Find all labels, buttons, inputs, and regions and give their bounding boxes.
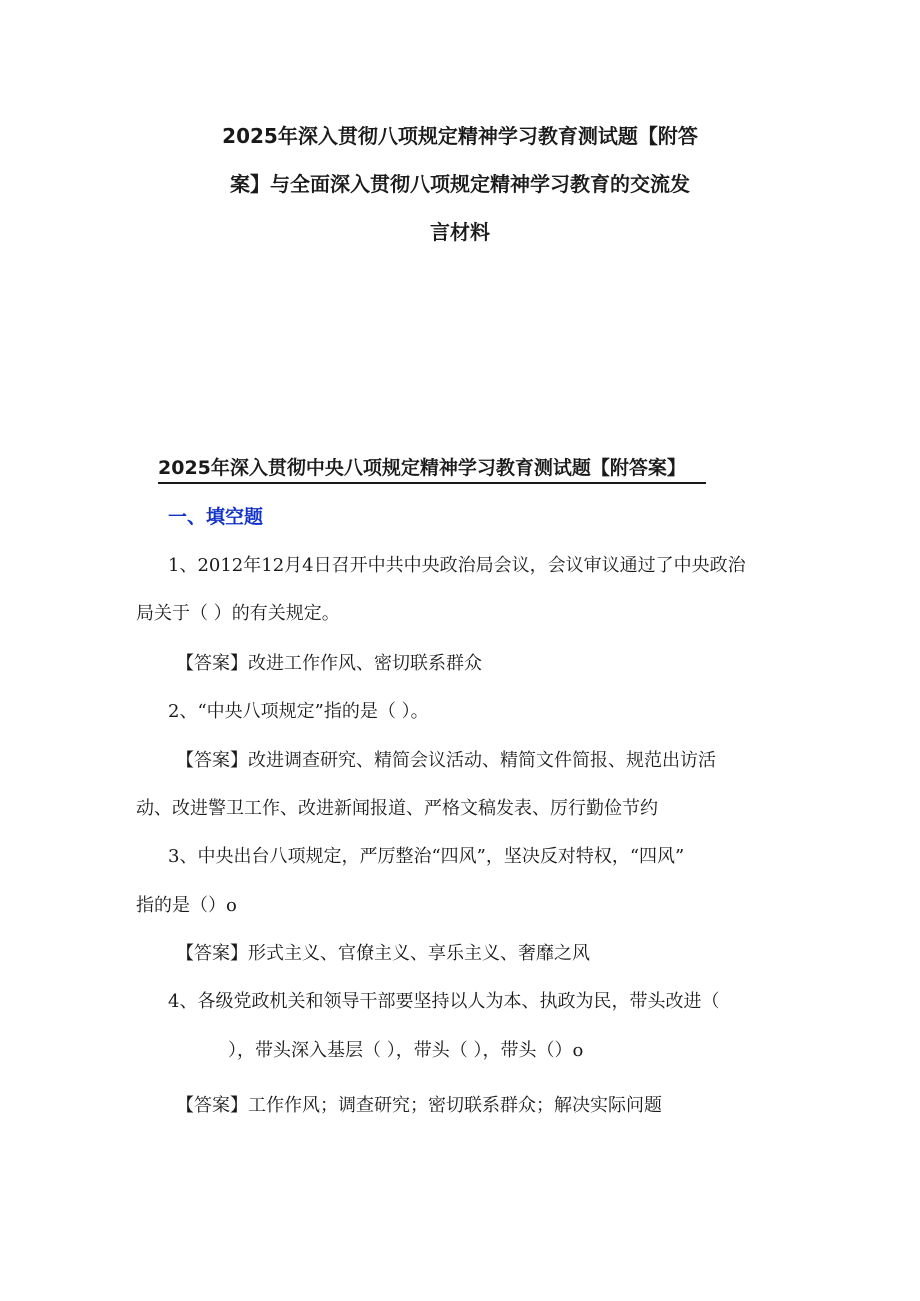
question-1-line-1: 1、2012年12月4日召开中共中央政治局会议，会议审议通过了中央政治: [168, 555, 746, 576]
answer-4-line-1: 【答案】工作作风；调查研究；密切联系群众；解决实际问题: [176, 1095, 662, 1116]
answer-2-line-2: 动、改进警卫工作、改进新闻报道、严格文稿发表、厉行勤俭节约: [136, 798, 658, 819]
title-line-1: 2025年深入贯彻八项规定精神学习教育测试题【附答: [222, 124, 698, 148]
answer-3-line-1: 【答案】形式主义、官僚主义、享乐主义、奢靡之风: [176, 943, 590, 964]
title-line-2: 案】与全面深入贯彻八项规定精神学习教育的交流发: [230, 172, 690, 196]
title-line-3: 言材料: [430, 220, 490, 244]
question-4-line-1: 4、各级党政机关和领导干部要坚持以人为本、执政为民，带头改进（: [168, 991, 720, 1012]
question-4-line-2: ），带头深入基层（ ），带头（ ），带头（）o: [228, 1040, 584, 1061]
question-2-line-1: 2、“中央八项规定”指的是（ ）。: [168, 701, 429, 722]
answer-1-line-1: 【答案】改进工作作风、密切联系群众: [176, 653, 482, 674]
question-3-line-1: 3、中央出台八项规定，严厉整治“四风”，坚决反对特权，“四风”: [168, 846, 685, 867]
question-3-line-2: 指的是（）o: [136, 895, 237, 916]
section-subtitle: 2025年深入贯彻中央八项规定精神学习教育测试题【附答案】: [158, 457, 686, 479]
question-1-line-2: 局关于（ ）的有关规定。: [136, 603, 340, 624]
document-title: [140, 112, 780, 256]
subtitle-underline: [158, 482, 706, 484]
answer-2-line-1: 【答案】改进调查研究、精简会议活动、精简文件简报、规范出访活: [176, 750, 716, 771]
section-heading: 一、填空题: [168, 506, 264, 528]
